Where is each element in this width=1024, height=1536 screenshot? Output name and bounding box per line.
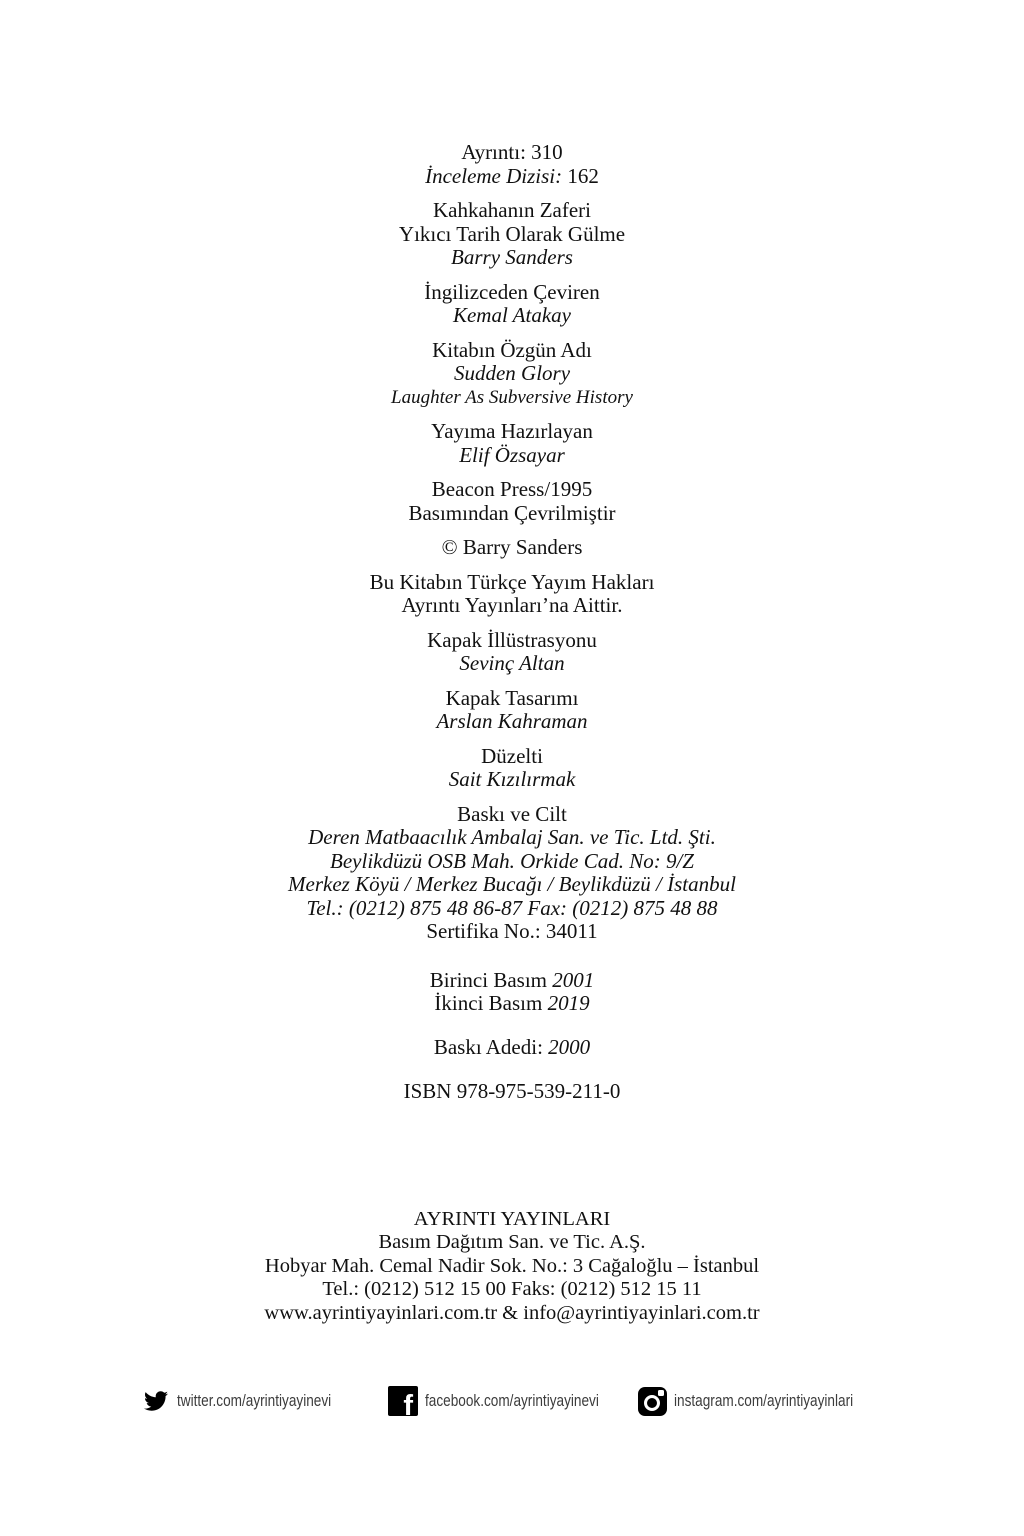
- series-number: [0, 141, 1024, 165]
- printing-company: Deren Matbaacılık Ambalaj San. ve Tic. Ltd. Şti.: [308, 825, 716, 849]
- printing-block: [0, 803, 1024, 944]
- copyright-line: © Barry Sanders: [441, 535, 583, 559]
- original-subtitle: Laughter As Subversive History: [391, 386, 633, 408]
- proofreading-label: Düzelti: [481, 743, 543, 768]
- proofreading-block: [0, 745, 1024, 792]
- publisher-address: Hobyar Mah. Cemal Nadir Sok. No.: 3 Cağaloğlu – İstanbul: [264, 1254, 760, 1277]
- publisher-company: Basım Dağıtım San. ve Tic. A.Ş.: [378, 1231, 646, 1253]
- editions-block: [0, 969, 1024, 1016]
- second-edition-label: İkinci Basım: [434, 991, 548, 1015]
- translator-name: Kemal Atakay: [452, 303, 571, 327]
- printing-certificate: Sertifika No.: 34011: [426, 919, 598, 943]
- series-block: [0, 141, 1024, 188]
- title-block: [0, 199, 1024, 270]
- print-run-value: 2000: [548, 1034, 591, 1059]
- proofreading-name: Sait Kızılırmak: [448, 767, 576, 791]
- isbn-line: ISBN 978-975-539-211-0: [403, 1079, 621, 1103]
- twitter-handle: twitter.com/ayrintiyayinevi: [177, 1391, 332, 1410]
- printing-label: Baskı ve Cilt: [457, 801, 567, 826]
- cover-illustration-label: Kapak İllüstrasyonu: [427, 627, 597, 652]
- isbn-block: [0, 1080, 1024, 1104]
- instagram-handle: instagram.com/ayrintiyayinlari: [674, 1391, 854, 1410]
- series-name-value: 162: [567, 163, 599, 188]
- twitter-icon: [142, 1389, 170, 1413]
- publisher-web: www.ayrintiyayinlari.com.tr & info@ayrintiyayinlari.com.tr: [264, 1301, 760, 1324]
- original-title-label: Kitabın Özgün Adı: [432, 337, 592, 362]
- printing-address2: Merkez Köyü / Merkez Bucağı / Beylikdüzü / İstanbul: [288, 872, 736, 896]
- cover-design-block: [0, 687, 1024, 734]
- editor-label: Yayıma Hazırlayan: [431, 419, 593, 443]
- publisher-name: AYRINTI YAYINLARI: [413, 1207, 611, 1230]
- cover-design-name: Arslan Kahraman: [436, 709, 588, 733]
- editor-block: [0, 420, 1024, 467]
- printing-address1: Beylikdüzü OSB Mah. Orkide Cad. No: 9/Z: [330, 848, 694, 873]
- original-title-block: [0, 339, 1024, 410]
- social-item-instagram: [638, 1384, 898, 1418]
- book-subtitle: Yıkıcı Tarih Olarak Gülme: [398, 221, 626, 246]
- editor-name: Elif Özsayar: [459, 442, 565, 467]
- publisher-block: [0, 1208, 1024, 1326]
- series-name-label: İnceleme Dizisi:: [425, 163, 568, 188]
- source-edition-line1: Beacon Press/1995: [431, 477, 593, 501]
- rights-line2: Ayrıntı Yayınları’na Aittir.: [401, 593, 623, 617]
- original-title: Sudden Glory: [453, 361, 571, 385]
- first-edition-label: Birinci Basım: [429, 967, 553, 992]
- rights-block: [0, 571, 1024, 618]
- translator-block: [0, 281, 1024, 328]
- cover-design-label: Kapak Tasarımı: [445, 685, 579, 710]
- printing-phone: Tel.: (0212) 875 48 86-87 Fax: (0212) 875 48 88: [306, 895, 718, 920]
- second-edition: [0, 992, 1024, 1016]
- book-title: Kahkahanın Zaferi: [432, 198, 591, 222]
- facebook-handle: facebook.com/ayrintiyayinevi: [425, 1391, 599, 1410]
- copyright-block: [0, 536, 1024, 560]
- series-name: [0, 165, 1024, 189]
- print-run-label: Baskı Adedi:: [433, 1034, 549, 1059]
- book-author: Barry Sanders: [451, 245, 573, 269]
- print-run-block: [0, 1036, 1024, 1060]
- source-edition-block: [0, 478, 1024, 525]
- social-item-facebook: [388, 1384, 642, 1418]
- instagram-icon: [638, 1387, 667, 1416]
- publisher-phone: Tel.: (0212) 512 15 00 Faks: (0212) 512 15 11: [322, 1278, 702, 1300]
- first-edition-year: 2001: [552, 967, 595, 992]
- social-row: [0, 1384, 1024, 1418]
- source-edition-line2: Basımından Çevrilmiştir: [408, 500, 616, 525]
- second-edition-year: 2019: [547, 991, 590, 1015]
- facebook-icon: [388, 1386, 418, 1416]
- series-number-text: Ayrıntı: 310: [461, 140, 563, 164]
- first-edition: [0, 969, 1024, 993]
- social-item-twitter: [142, 1384, 370, 1418]
- cover-illustration-name: Sevinç Altan: [459, 651, 565, 675]
- print-run: [0, 1036, 1024, 1060]
- translator-label: İngilizceden Çeviren: [424, 279, 600, 304]
- cover-illustration-block: [0, 629, 1024, 676]
- rights-line1: Bu Kitabın Türkçe Yayım Hakları: [369, 569, 655, 594]
